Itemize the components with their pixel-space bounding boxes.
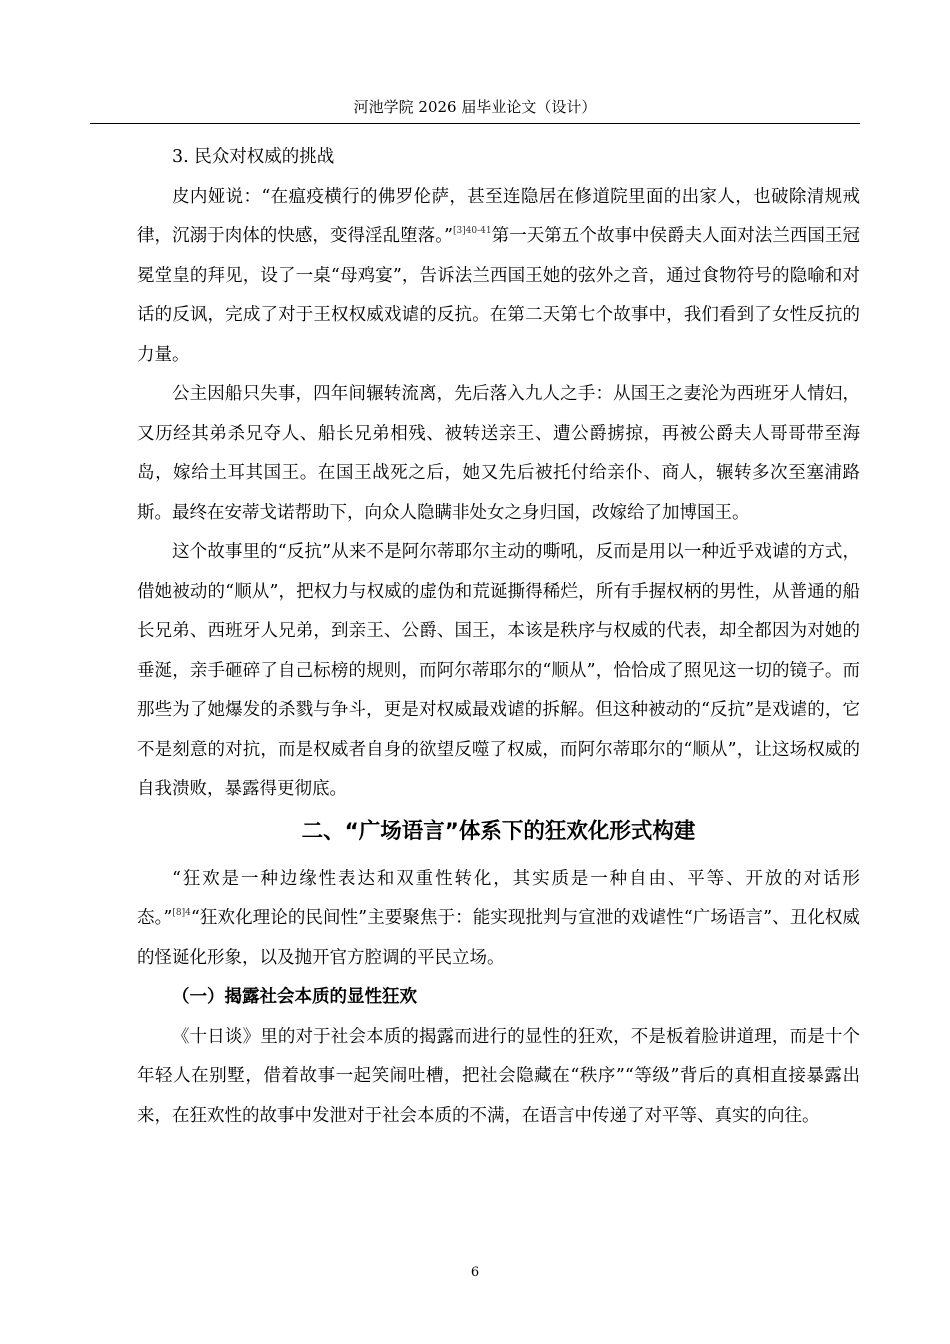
citation: [8]4 bbox=[172, 907, 191, 918]
paragraph-text: 皮内娅说：“在瘟疫横行的佛罗伦萨，甚至连隐居在修道院里面的出家人，也破除清规戒律，沉溺于肉体的快感，变得淫乱堕落。” bbox=[137, 186, 860, 246]
page-number: 6 bbox=[470, 1265, 480, 1280]
paragraph bbox=[137, 860, 860, 979]
paragraph: 公主因船只失事，四年间辗转流离，先后落入九人之手：从国王之妻沦为西班牙人情妇，又历经其弟杀兄夺人、船长兄弟相残、被转送亲王、遭公爵掳掠，再被公爵夫人哥哥带至海岛，嫁给土耳其国王。在国王战死之后，她又先后被托付给亲仆、商人，辗转多次至塞浦路斯。最终在安蒂戈诺帮助下，向众人隐瞒非处女之身归国，改嫁给了加博国王。 bbox=[137, 384, 860, 523]
paragraph-text: 第一天第五个故事中侯爵夫人面对法兰西国王冠冕堂皇的拜见，设了一桌“母鸡宴”，告诉法兰西国王她的弦外之音，通过食物符号的隐喻和对话的反讽，完成了对于王权权威戏谑的反抗。在第二天第七个故事中，我们看到了女性反抗的力量。 bbox=[137, 226, 860, 365]
section-heading: 3. 民众对权威的挑战 bbox=[172, 147, 335, 167]
paragraph-text: “狂欢是一种边缘性表达和双重性转化，其实质是一种自由、平等、开放的对话形态。” bbox=[137, 868, 860, 928]
subsection-heading: （一）揭露社会本质的显性狂欢 bbox=[172, 987, 417, 1007]
running-header: 河池学院 2026 届毕业论文（设计） bbox=[353, 98, 597, 116]
paragraph: 这个故事里的“反抗”从来不是阿尔蒂耶尔主动的嘶吼，反而是用以一种近乎戏谑的方式，借她被动的“顺从”，把权力与权威的虚伪和荒诞撕得稀烂，所有手握权柄的男性，从普通的船长兄弟、西班牙人兄弟，到亲王、公爵、国王，本该是秩序与权威的代表，却全都因为对她的垂涎，亲手砸碎了自己标榜的规则，而阿尔蒂耶尔的“顺从”，恰恰成了照见这一切的镜子。而那些为了她爆发的杀戮与争斗，更是对权威最戏谑的拆解。但这种被动的“反抗”是戏谑的，它不是刻意的对抗，而是权威者自身的欲望反噬了权威，而阿尔蒂耶尔的“顺从”，让这场权威的自我溃败，暴露得更彻底。 bbox=[137, 542, 860, 799]
citation: [3]40-41 bbox=[452, 225, 492, 236]
paragraph bbox=[137, 178, 860, 376]
paragraph-text: “狂欢化理论的民间性”主要聚焦于：能实现批判与宣泄的戏谑性“广场语言”、丑化权威的怪诞化形象，以及抛开官方腔调的平民立场。 bbox=[137, 908, 860, 968]
page-content bbox=[137, 138, 860, 1136]
paragraph: 《十日谈》里的对于社会本质的揭露而进行的显性的狂欢，不是板着脸讲道理，而是十个年轻人在别墅，借着故事一起笑闹吐槽，把社会隐藏在“秩序”“等级”背后的真相直接暴露出来，在狂欢性的故事中发泄对于社会本质的不满，在语言中传递了对平等、真实的向往。 bbox=[137, 1026, 860, 1126]
chapter-title: 二、“广场语言”体系下的狂欢化形式构建 bbox=[301, 818, 696, 844]
header-rule bbox=[90, 123, 860, 124]
